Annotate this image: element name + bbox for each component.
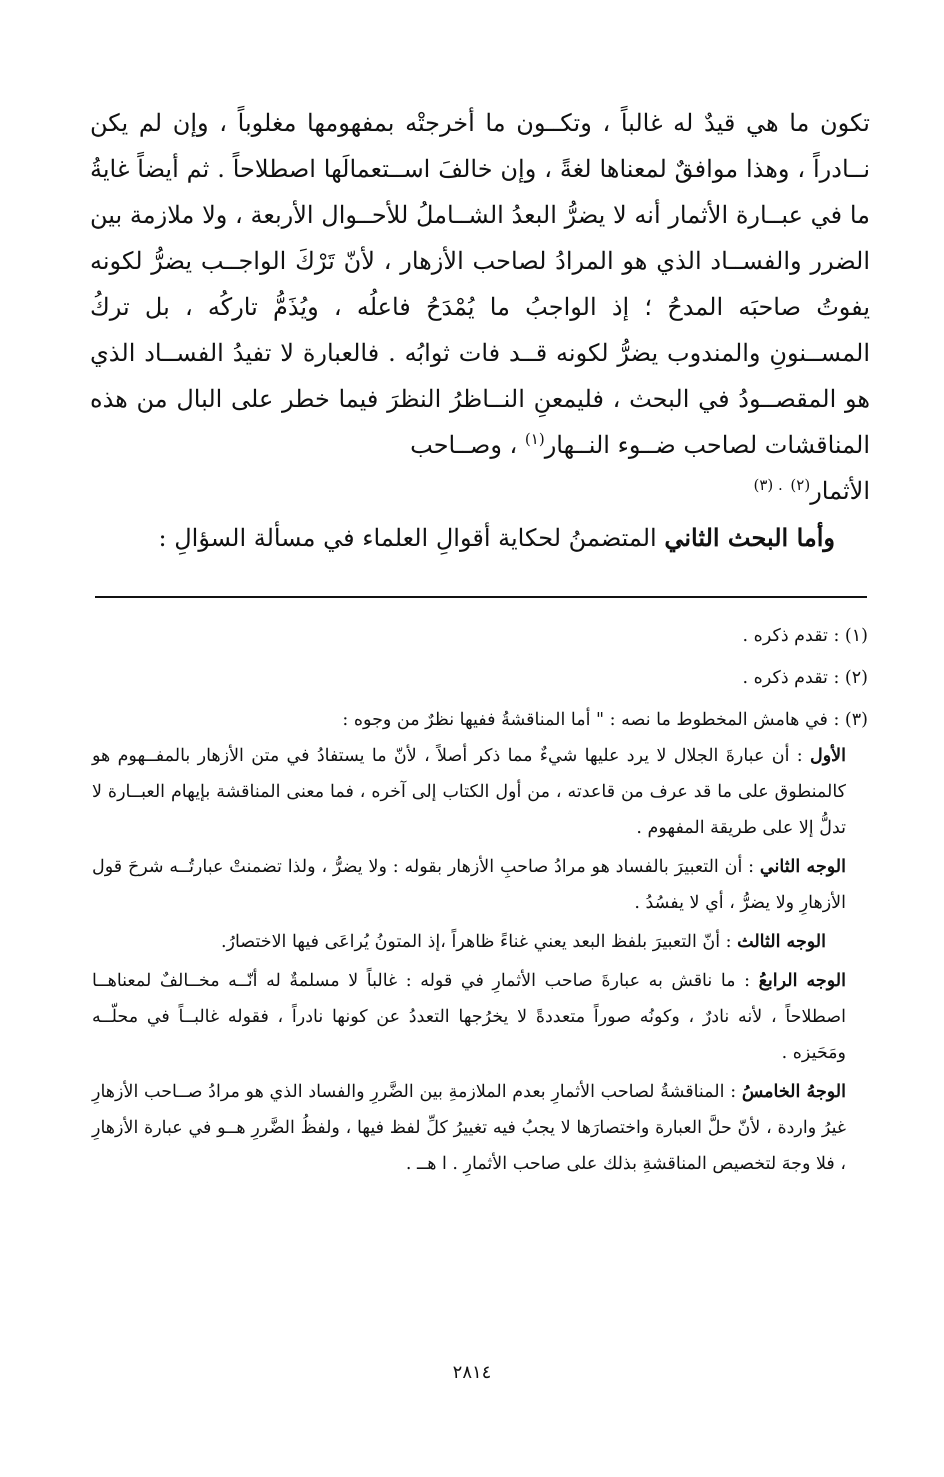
point-4-text: : ما ناقش به عبارةَ صاحب الأثمارِ في قوله : غالباً لا مسلمةٌ له أنّــه مخــالفٌ لمعناهــا اصطلاحاً ، لأنه نادرٌ ، وكونُه صوراً متعددةً لا يخرُجها التعددُ عن كونها نادراً ، فقوله غالبــاً في محلّــه ومَحَيزه . [92,971,846,1063]
main-paragraph-end [90,468,870,514]
point-1-label: الأول [809,746,846,766]
footnote-3-point-4 [92,963,868,1071]
section-heading-line [90,518,835,558]
footnotes [92,618,868,1182]
footnote-3: (٣) : في هامش المخطوط ما نصه : " أما المناقشةُ ففيها نظرٌ من وجوه : [342,710,868,730]
main-paragraph-text: تكون ما هي قيدٌ له غالباً ، وتكــون ما أخرجتْه بمفهومها مغلوباً ، وإن لم يكن نــادراً ، وهذا موافقٌ لمعناها لغةً ، وإن خالفَ اســتعمالَها اصطلاحاً . ثم أيضاً غايةُ ما في عبــارة الأثمار أنه لا يضرُّ البعدُ الشــاملُ للأحــوال الأربعة ، ولا ملازمة بين الضرر والفســاد الذي هو المرادُ لصاحب الأزهار ، لأنّ تَرْكَ الواجــب يضرُّ لكونه يفوتُ صاحبَه المدحُ ؛ إذ الواجبُ ما يُمْدَحُ فاعلُه ، ويُذَمُّ تاركُه ، بل تركُ المســنونِ والمندوب يضرُّ لكونه قــد فات ثوابُه . فالعبارة لا تفيدُ الفســاد الذي هو المقصــودُ في البحث ، فليمعنِ النــاظرُ النظرَ فيما خطر على البال من هذه المناقشات لصاحب ضــوء النــهار [90,109,871,459]
footnote-ref-2: (٢) [790,476,811,494]
main-paragraph [90,100,870,468]
section-heading-rest: المتضمنُ لحكاية أقوالِ العلماء في مسألة السؤالِ : [158,524,665,552]
main-text [90,100,870,514]
point-2-text: : أن التعبيرَ بالفساد هو مرادُ صاحبِ الأزهار بقوله : ولا يضرُّ ، ولذا تضمنتْ عبارتُــه شرحَ قول الأزهارِ ولا يضرُّ ، أي لا يفسُدُ . [92,857,846,913]
footnote-3-point-2 [92,849,868,921]
footnote-divider [95,596,867,598]
point-3-label: الوجه الثالث [737,932,826,952]
footnote-3-point-3 [92,924,868,960]
point-5-text: : المناقشةُ لصاحب الأثمارِ بعدم الملازمةِ بين الضَّررِ والفساد الذي هو مرادُ صــاحب الأزهارِ غيرُ واردة ، لأنّ حلَّ العبارة واختصارَها لا يجبُ فيه تغييرُ كلِّ لفظ فيها ، ولفظُ الضَّررِ هــو في عبارة الأزهارِ ، فلا وجهَ لتخصيص المناقشةِ بذلك على صاحب الأثمارِ . ا هــ . [92,1082,846,1174]
footnote-1: (١) : تقدم ذكره . [742,626,868,646]
point-1-text: : أن عبارةَ الجلال لا يرد عليها شيءٌ مما ذكر أصلاً ، لأنّ ما يستفادُ في متن الأزهار بالمفــهوم هو كالمنطوق على ما قد عرف من قاعدته ، من أول الكتاب إلى آخره ، فما معنى المناقشة بإيهام العبــارة لا تدلُّ إلا على طريقة المفهوم . [92,746,846,838]
footnote-3-point-5 [92,1074,868,1182]
point-2-label: الوجه الثاني [759,857,846,877]
point-5-label: الوجهُ الخامسُ [741,1082,846,1102]
footnote-ref-1: (١) [524,430,545,448]
footnote-3-point-1 [92,738,868,846]
main-paragraph-end-word: الأثمار [810,477,870,505]
point-3-text: : أنّ التعبيرَ بلفظ البعد يعني غناءً ظاهراً ،إذ المتونُ يُراعَى فيها الاختصارُ. [220,932,738,952]
page-number: ٢٨١٤ [452,1362,492,1383]
section-heading: وأما البحث الثاني [664,523,835,552]
footnote-2: (٢) : تقدم ذكره . [742,668,868,688]
main-paragraph-tail: ، وصــاحب [410,431,525,459]
point-4-label: الوجه الرابعُ [758,971,846,991]
footnote-ref-3: . (٣) [753,476,783,494]
